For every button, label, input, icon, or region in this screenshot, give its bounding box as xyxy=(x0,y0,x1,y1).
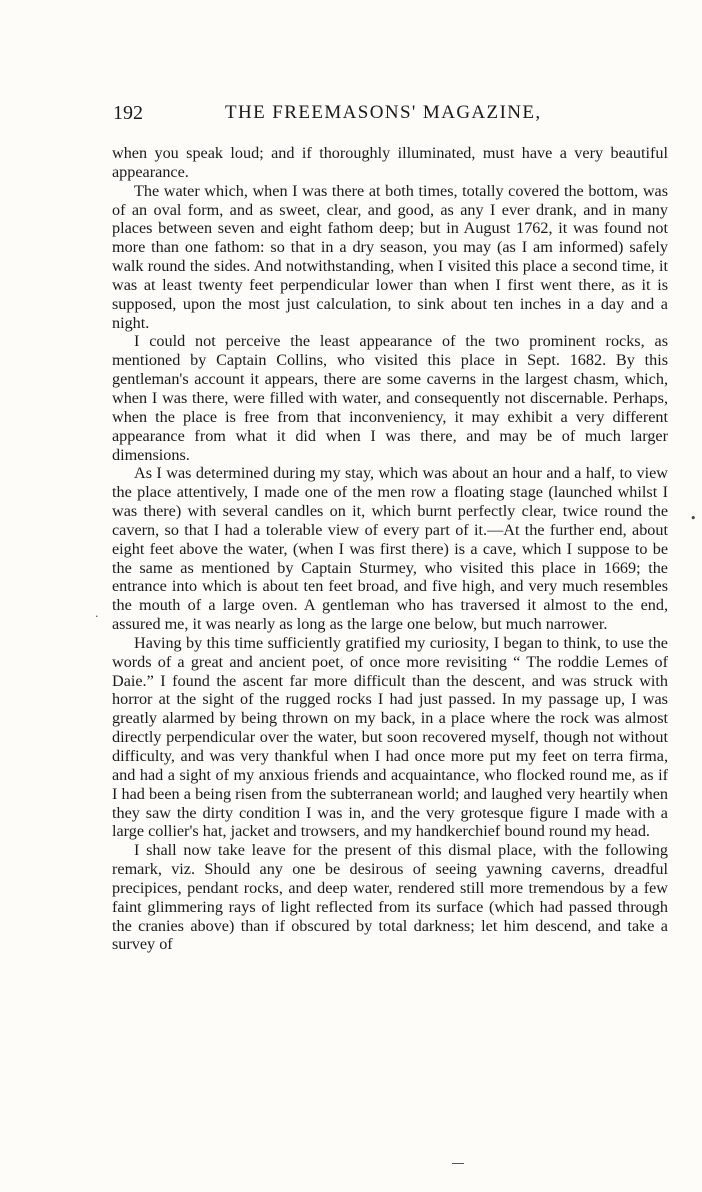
paragraph: Having by this time sufficiently gratified my curiosity, I began to think, to use the words of a great and ancient poet, of once more revisiting “ The roddie Lemes of Daie.” I found the ascent far more difficult than the descent, and was struck with horror at the sight of the rugged rocks I had just passed. In my passage up, I was greatly alarmed by being thrown on my back, in a place where the rock was almost directly perpendicular over the water, but soon recovered myself, though not without difficulty, and was very thankful when I had once more put my feet on terra firma, and had a sight of my anxious friends and acquaintance, who flocked round me, as if I had been a being risen from the subterranean world; and laughed very heartily when they saw the dirty condition I was in, and the very grotesque figure I made with a large collier's hat, jacket and trowsers, and my handkerchief bound round my head. xyxy=(112,633,668,841)
page-number: 192 xyxy=(113,102,143,124)
page-header xyxy=(113,102,673,132)
paragraph: As I was determined during my stay, which was about an hour and a half, to view the place attentively, I made one of the men row a floating stage (launched whilst I was there) with several candles on it, which burnt perfectly clear, twice round the cavern, so that I had a tolerable view of every part of it.—At the further end, about eight feet above the water, (when I was first there) is a cave, which I suppose to be the same as mentioned by Captain Sturmey, who visited this place in 1669; the entrance into which is about ten feet broad, and five high, and very much resembles the mouth of a large oven. A gentleman who has traversed it almost to the end, assured me, it was nearly as long as the large one below, but much narrower. xyxy=(112,464,668,634)
body-text xyxy=(112,144,668,954)
paragraph: The water which, when I was there at both times, totally covered the bottom, was of an oval form, and as sweet, clear, and good, as any I ever drank, and in many places between seven and eight fathom deep; but in August 1762, it was found not more than one fathom: so that in a dry season, you may (as I am informed) safely walk round the sides. And notwithstanding, when I visited this place a second time, it was at least twenty feet perpendicular lower than when I first went there, as it is supposed, upon the most just calculation, to sink about ten inches in a day and a night. xyxy=(112,181,668,332)
paragraph: when you speak loud; and if thoroughly illuminated, must have a very beautiful appearance. xyxy=(112,144,668,181)
margin-dot: · xyxy=(95,610,99,623)
paragraph: I shall now take leave for the present of this dismal place, with the following remark, viz. Should any one be desirous of seeing yawning caverns, dreadful precipices, pendant rocks, and deep water, rendered still more tremendous by a few faint glimmering rays of light reflected from its surface (which had passed through the cranies above) than if obscured by total darkness; let him descend, and take a survey of xyxy=(112,841,668,954)
bottom-rule xyxy=(452,1163,464,1164)
margin-dot: • xyxy=(690,512,697,525)
running-title: THE FREEMASONS' MAGAZINE, xyxy=(225,102,542,123)
paragraph: I could not perceive the least appearance of the two prominent rocks, as mentioned by Captain Collins, who visited this place in Sept. 1682. By this gentleman's account it appears, there are some caverns in the largest chasm, which, when I was there, were filled with water, and consequently not discernable. Perhaps, when the place is free from that inconveniency, it may exhibit a very different appearance from what it did when I was there, and may be of much larger dimensions. xyxy=(112,332,668,464)
